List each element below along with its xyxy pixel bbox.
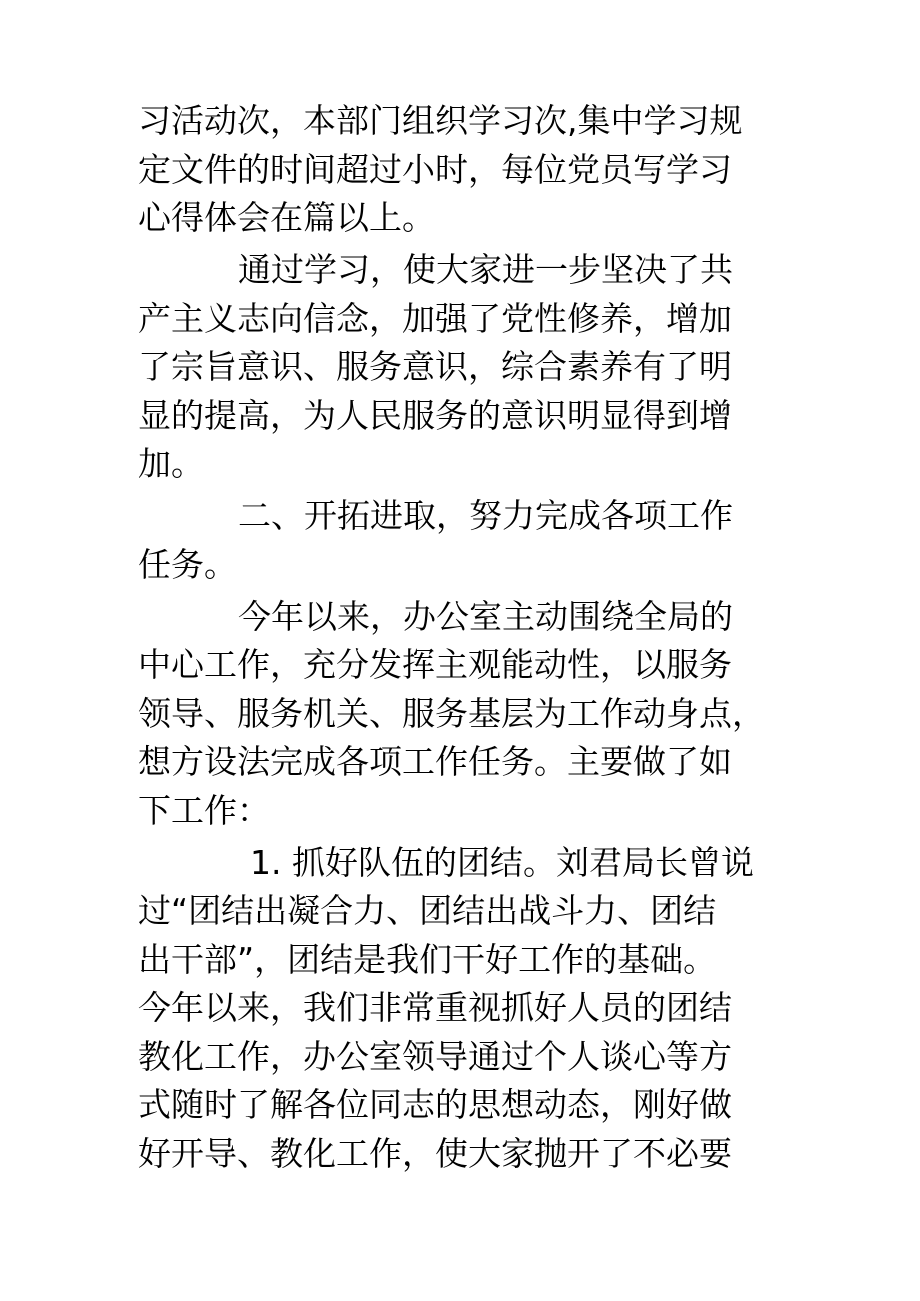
text-line: 今年以来，办公室主动围绕全局的: [238, 596, 733, 636]
section-heading-two: [138, 492, 798, 589]
paragraph-study-stats: [138, 97, 798, 243]
text-line: 教化工作，办公室领导通过个人谈心等方: [138, 1036, 732, 1076]
text-line: 定文件的时间超过小时，每位党员写学习: [138, 149, 732, 189]
text-line: 过“团结出凝合力、团结出战斗力、团结: [138, 891, 717, 930]
text-line: 加。: [138, 444, 204, 483]
text-line: 下工作：: [138, 790, 270, 830]
paragraph-office-work: [138, 593, 798, 836]
text-line: 好开导、教化工作，使大家抛开了不必要: [138, 1133, 732, 1173]
text-line: 今年以来，我们非常重视抓好人员的团结: [138, 988, 732, 1027]
text-line: 出干部”，团结是我们干好工作的基础。: [138, 939, 717, 979]
text-line: 显的提高，为人民服务的意识明显得到增: [138, 395, 732, 435]
text-line: 习活动次，本部门组织学习次,集中学习规: [138, 101, 743, 140]
text-line: 中心工作，充分发挥主观能动性，以服务: [138, 645, 732, 684]
paragraph-team-unity: [138, 839, 798, 1179]
text-line: 任务。: [138, 544, 237, 584]
text-line: 通过学习，使大家进一步坚决了共: [238, 250, 733, 289]
text-line: 二、开拓进取，努力完成各项工作: [238, 496, 733, 535]
text-line: 想方设法完成各项工作任务。主要做了如: [138, 742, 732, 781]
text-line: 心得体会在篇以上。: [138, 198, 435, 237]
text-line: 产主义志向信念，加强了党性修养，增加: [138, 298, 732, 338]
text-line: 了宗旨意识、服务意识，综合素养有了明: [138, 347, 732, 386]
text-line: 1. 抓好队伍的团结。刘君局长曾说: [250, 842, 754, 882]
text-line: 领导、服务机关、服务基层为工作动身点，: [138, 693, 765, 733]
text-line: 式随时了解各位同志的思想动态，刚好做: [138, 1085, 732, 1124]
document-body: [138, 97, 798, 1178]
paragraph-study-results: [138, 246, 798, 489]
